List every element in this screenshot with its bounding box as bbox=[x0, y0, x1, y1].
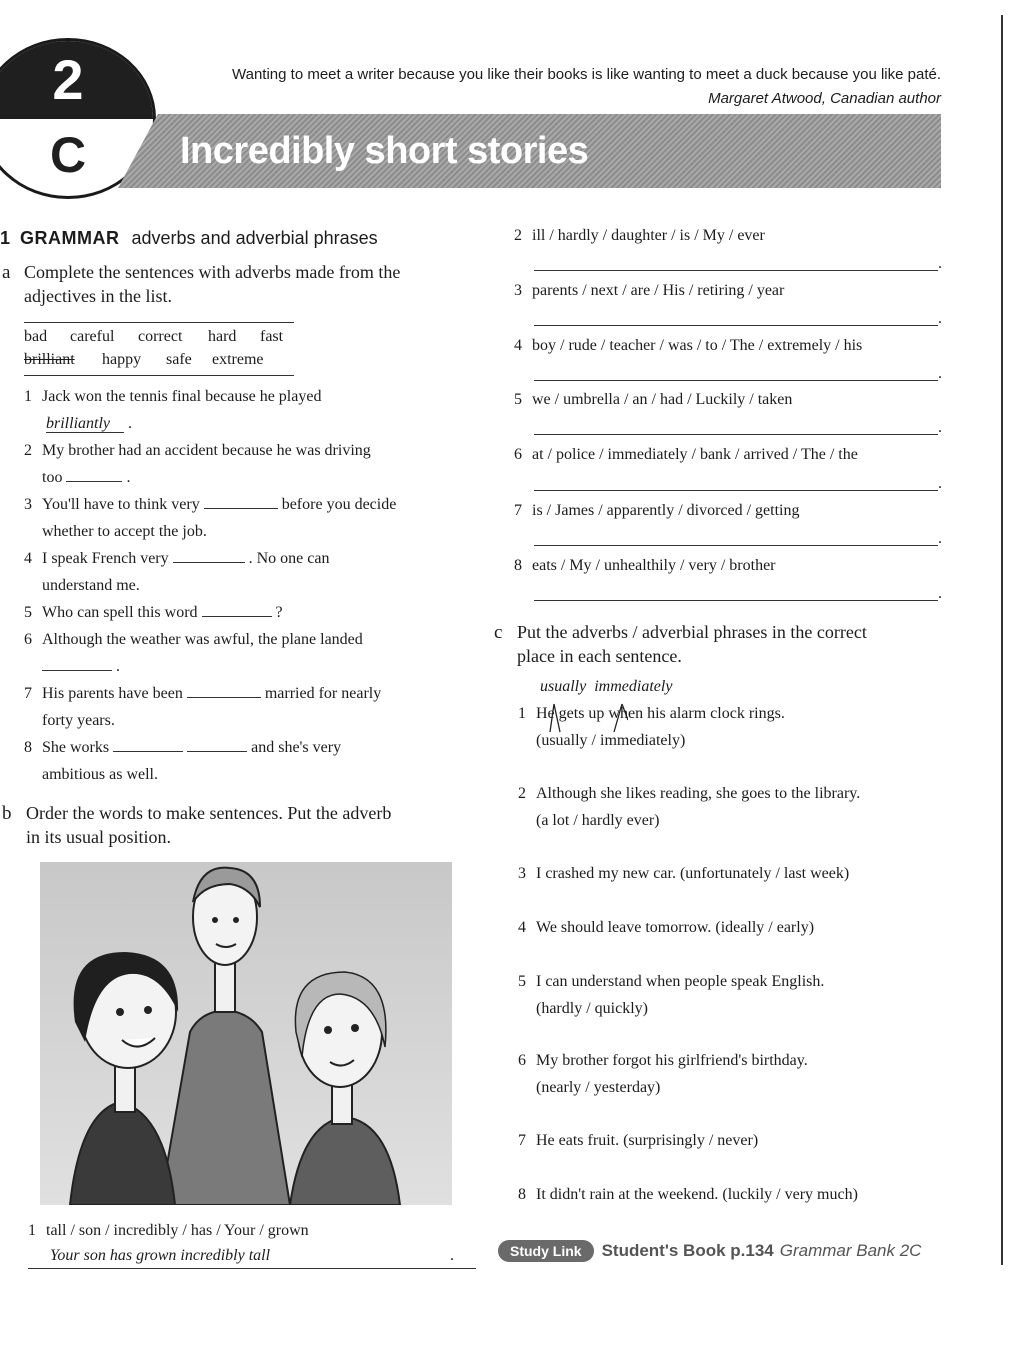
word-item: hard bbox=[208, 328, 237, 345]
item-number: 7 bbox=[518, 1132, 526, 1149]
exercise-a-item-5 bbox=[24, 599, 283, 626]
exercise-b-item-5 bbox=[514, 386, 792, 413]
answer-blank[interactable] bbox=[202, 599, 272, 617]
item-text: His parents have been bbox=[42, 685, 183, 702]
exercise-b-item-3 bbox=[514, 277, 784, 304]
item-number: 2 bbox=[514, 227, 522, 244]
item-text: Although the weather was awful, the plane landed bbox=[42, 631, 363, 648]
item-number: 2 bbox=[24, 442, 32, 459]
item-text: I speak French very bbox=[42, 550, 169, 567]
answer-line[interactable] bbox=[534, 434, 938, 435]
word-list-box bbox=[24, 322, 294, 376]
exercise-a-item-7 bbox=[24, 680, 381, 734]
item-punctuation: . bbox=[126, 469, 131, 486]
part-b-instruction-line: Order the words to make sentences. Put the adverb bbox=[26, 803, 392, 823]
line-end-dot: . bbox=[938, 530, 942, 547]
item-number: 6 bbox=[518, 1052, 526, 1069]
item-text: I crashed my new car. (unfortunately / last week) bbox=[536, 865, 850, 882]
exercise-c-item-8 bbox=[518, 1181, 858, 1208]
item-text: She works bbox=[42, 739, 110, 756]
exercise-b-item-4 bbox=[514, 332, 862, 359]
item-text: My brother forgot his girlfriend's birthday. bbox=[536, 1052, 808, 1069]
exercise-b-item-2 bbox=[514, 222, 765, 249]
part-b-letter: b bbox=[2, 803, 12, 824]
item-text: (hardly / quickly) bbox=[536, 1000, 648, 1017]
exercise-c-item-2 bbox=[518, 780, 860, 834]
word-item: happy bbox=[102, 351, 142, 368]
page-edge-line bbox=[1001, 15, 1003, 1265]
item-number: 3 bbox=[518, 865, 526, 882]
answer-blank[interactable] bbox=[187, 734, 247, 752]
item-number: 8 bbox=[24, 739, 32, 756]
quote-author: Margaret Atwood, Canadian author bbox=[708, 90, 941, 107]
item-number: 4 bbox=[514, 337, 522, 354]
item-number: 5 bbox=[514, 391, 522, 408]
item-text: (usually / immediately) bbox=[536, 732, 686, 749]
answer-text: brilliantly bbox=[46, 415, 124, 433]
exercise-b-item-6 bbox=[514, 441, 858, 468]
line-end-dot: . bbox=[938, 310, 942, 327]
part-c-instruction-line: Put the adverbs / adverbial phrases in the correct bbox=[517, 622, 867, 642]
insertion-marks bbox=[548, 700, 628, 740]
answer-blank[interactable] bbox=[187, 680, 261, 698]
answer-blank[interactable] bbox=[42, 653, 112, 671]
answer-line[interactable] bbox=[534, 545, 938, 546]
item-text: before you decide bbox=[281, 496, 397, 513]
exercise-a-item-4 bbox=[24, 545, 329, 599]
word-prompt: ill / hardly / daughter / is / My / ever bbox=[532, 227, 765, 244]
example-adverbs: usually immediately bbox=[540, 678, 673, 695]
exercise-a-item-1 bbox=[24, 383, 321, 437]
word-item: correct bbox=[138, 328, 183, 345]
item-text: I can understand when people speak English. bbox=[536, 973, 825, 990]
part-c-instruction-line: place in each sentence. bbox=[517, 646, 682, 666]
item-number: 5 bbox=[518, 973, 526, 990]
item-text: You'll have to think very bbox=[42, 496, 200, 513]
part-a-instruction-line: Complete the sentences with adverbs made from the bbox=[24, 262, 401, 282]
word-prompt: tall / son / incredibly / has / Your / grown bbox=[46, 1222, 309, 1239]
part-a-letter: a bbox=[2, 262, 11, 283]
line-end-dot: . bbox=[938, 255, 942, 272]
item-punctuation: . bbox=[116, 658, 120, 675]
line-end-dot: . bbox=[938, 585, 942, 602]
answer-line[interactable] bbox=[534, 325, 938, 326]
item-text: forty years. bbox=[42, 712, 115, 729]
word-prompt: is / James / apparently / divorced / getting bbox=[532, 502, 800, 519]
exercise-c-item-4 bbox=[518, 914, 814, 941]
item-text: understand me. bbox=[42, 577, 140, 594]
exercise-c-item-7 bbox=[518, 1127, 758, 1154]
exercise-c-item-3 bbox=[518, 860, 849, 887]
item-number: 8 bbox=[514, 557, 522, 574]
word-prompt: we / umbrella / an / had / Luckily / taken bbox=[532, 391, 793, 408]
word-prompt: at / police / immediately / bank / arrived / The / the bbox=[532, 446, 858, 463]
part-c-instruction bbox=[517, 620, 867, 668]
item-text: We should leave tomorrow. (ideally / early) bbox=[536, 919, 815, 936]
item-text: (a lot / hardly ever) bbox=[536, 812, 660, 829]
part-b-instruction bbox=[26, 801, 391, 849]
section-name: GRAMMAR bbox=[20, 228, 120, 248]
word-item-used: brilliant bbox=[24, 351, 75, 368]
exercise-a-item-6 bbox=[24, 626, 363, 680]
item-text: My brother had an accident because he was driving bbox=[42, 442, 371, 459]
word-item: fast bbox=[260, 328, 284, 345]
word-item: careful bbox=[70, 328, 115, 345]
item-text: Who can spell this word bbox=[42, 604, 198, 621]
exercise-a-item-2 bbox=[24, 437, 371, 491]
item-number: 8 bbox=[518, 1186, 526, 1203]
item-punctuation: ? bbox=[275, 604, 283, 621]
quote-text: Wanting to meet a writer because you like their books is like wanting to meet a duck because you like paté. bbox=[232, 66, 941, 83]
word-item: extreme bbox=[212, 351, 264, 368]
item-text: and she's very bbox=[251, 739, 342, 756]
answer-text: Your son has grown incredibly tall bbox=[50, 1247, 271, 1264]
answer-blank[interactable] bbox=[66, 464, 122, 482]
item-text: Although she likes reading, she goes to the library. bbox=[536, 785, 861, 802]
quote bbox=[232, 63, 941, 111]
item-number: 7 bbox=[24, 685, 32, 702]
answer-blank[interactable] bbox=[113, 734, 183, 752]
item-text: Jack won the tennis final because he played bbox=[42, 388, 322, 405]
answer-line[interactable] bbox=[534, 490, 938, 491]
line-end-dot: . bbox=[450, 1247, 454, 1264]
item-text: It didn't rain at the weekend. (luckily / very much) bbox=[536, 1186, 858, 1203]
item-number: 6 bbox=[514, 446, 522, 463]
item-number: 4 bbox=[24, 550, 32, 567]
item-number: 6 bbox=[24, 631, 32, 648]
item-number: 4 bbox=[518, 919, 526, 936]
item-text: ambitious as well. bbox=[42, 766, 158, 783]
answer-line[interactable] bbox=[534, 380, 938, 381]
part-b-instruction-line: in its usual position. bbox=[26, 827, 172, 847]
part-a-instruction bbox=[24, 260, 400, 308]
part-a-instruction-line: adjectives in the list. bbox=[24, 286, 172, 306]
item-text: (nearly / yesterday) bbox=[536, 1079, 661, 1096]
item-number: 1 bbox=[28, 1222, 36, 1239]
item-punctuation: . bbox=[128, 415, 132, 432]
cartoon-illustration bbox=[40, 862, 452, 1205]
section-number: 1 bbox=[0, 228, 11, 248]
line-end-dot: . bbox=[938, 419, 942, 436]
item-text: He gets up when his alarm clock rings. bbox=[536, 705, 785, 722]
item-number: 5 bbox=[24, 604, 32, 621]
answer-line[interactable] bbox=[534, 600, 938, 601]
answer-blank[interactable] bbox=[204, 491, 278, 509]
page-title: Incredibly short stories bbox=[180, 130, 589, 172]
part-c-letter: c bbox=[494, 622, 503, 643]
word-prompt: eats / My / unhealthily / very / brother bbox=[532, 557, 776, 574]
line-end-dot: . bbox=[938, 475, 942, 492]
answer-line[interactable] bbox=[534, 270, 938, 271]
section-heading bbox=[0, 228, 378, 249]
unit-number: 2 bbox=[52, 48, 84, 111]
item-text: He eats fruit. (surprisingly / never) bbox=[536, 1132, 759, 1149]
item-text: too bbox=[42, 469, 63, 486]
answer-blank[interactable] bbox=[173, 545, 245, 563]
exercise-a-item-3 bbox=[24, 491, 396, 545]
exercise-a-item-8 bbox=[24, 734, 341, 788]
study-link-grammar-bank: Grammar Bank 2C bbox=[779, 1241, 922, 1260]
word-prompt: boy / rude / teacher / was / to / The / extremely / his bbox=[532, 337, 863, 354]
item-number: 2 bbox=[518, 785, 526, 802]
study-link bbox=[498, 1240, 921, 1262]
item-number: 3 bbox=[24, 496, 32, 513]
exercise-b-item-1 bbox=[28, 1217, 476, 1269]
item-text: . No one can bbox=[248, 550, 330, 567]
exercise-b-item-7 bbox=[514, 497, 800, 524]
exercise-c-item-6 bbox=[518, 1047, 808, 1101]
word-item: safe bbox=[166, 351, 192, 368]
item-number: 1 bbox=[518, 705, 526, 722]
item-number: 1 bbox=[24, 388, 32, 405]
exercise-c-item-5 bbox=[518, 968, 824, 1022]
study-link-book: Student's Book p.134 bbox=[601, 1241, 774, 1260]
exercise-b-item-8 bbox=[514, 552, 776, 579]
item-number: 3 bbox=[514, 282, 522, 299]
word-prompt: parents / next / are / His / retiring / year bbox=[532, 282, 785, 299]
item-number: 7 bbox=[514, 502, 522, 519]
unit-letter: C bbox=[49, 127, 87, 183]
study-link-badge[interactable]: Study Link bbox=[498, 1240, 594, 1262]
section-topic: adverbs and adverbial phrases bbox=[131, 228, 378, 248]
word-item: bad bbox=[24, 328, 48, 345]
line-end-dot: . bbox=[938, 365, 942, 382]
item-text: whether to accept the job. bbox=[42, 523, 207, 540]
item-text: married for nearly bbox=[264, 685, 382, 702]
